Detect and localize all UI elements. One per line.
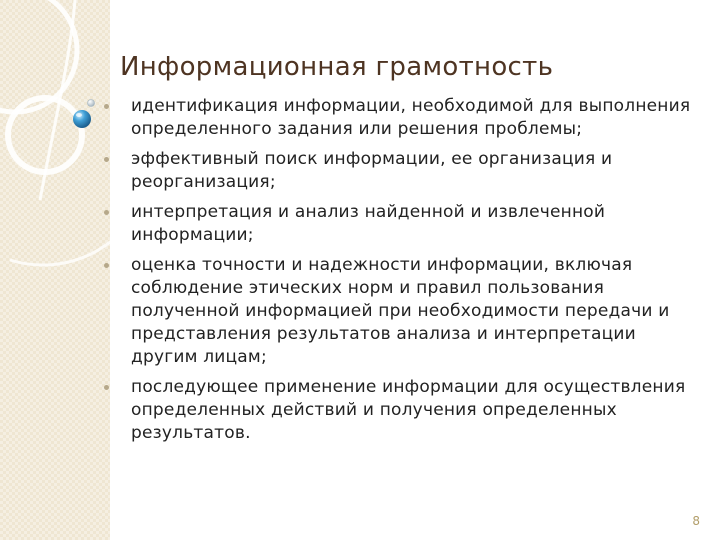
decor-circle-large — [0, 0, 77, 112]
bullet-text: интерпретация и анализ найденной и извлеченной информации; — [131, 202, 606, 245]
bullet-text: оценка точности и надежности информации, включая соблюдение этических норм и правил пользования полученной информацией при необходимости передачи и представления результатов анализа и интерпретации другим лицам; — [131, 255, 670, 367]
bullet-dot-icon — [104, 157, 109, 162]
bullet-item — [104, 201, 704, 247]
bullet-item — [104, 376, 704, 445]
decor-circle-medium — [8, 98, 82, 172]
page-number: 8 — [692, 514, 700, 528]
bullet-item — [104, 254, 704, 369]
small-ball-icon — [88, 100, 95, 107]
bullet-dot-icon — [104, 104, 109, 109]
blue-ball-icon — [73, 110, 91, 128]
bullet-text: эффективный поиск информации, ее организация и реорганизация; — [131, 149, 613, 192]
bullet-text: последующее применение информации для осуществления определенных действий и получения определенных результатов. — [131, 377, 686, 443]
bullet-dot-icon — [104, 385, 109, 390]
bullet-list — [104, 95, 704, 452]
bullet-item — [104, 148, 704, 194]
bullet-text: идентификация информации, необходимой для выполнения определенного задания или решения проблемы; — [131, 96, 691, 139]
slide-title: Информационная грамотность — [120, 52, 554, 82]
bullet-dot-icon — [104, 263, 109, 268]
bullet-dot-icon — [104, 210, 109, 215]
bullet-item — [104, 95, 704, 141]
